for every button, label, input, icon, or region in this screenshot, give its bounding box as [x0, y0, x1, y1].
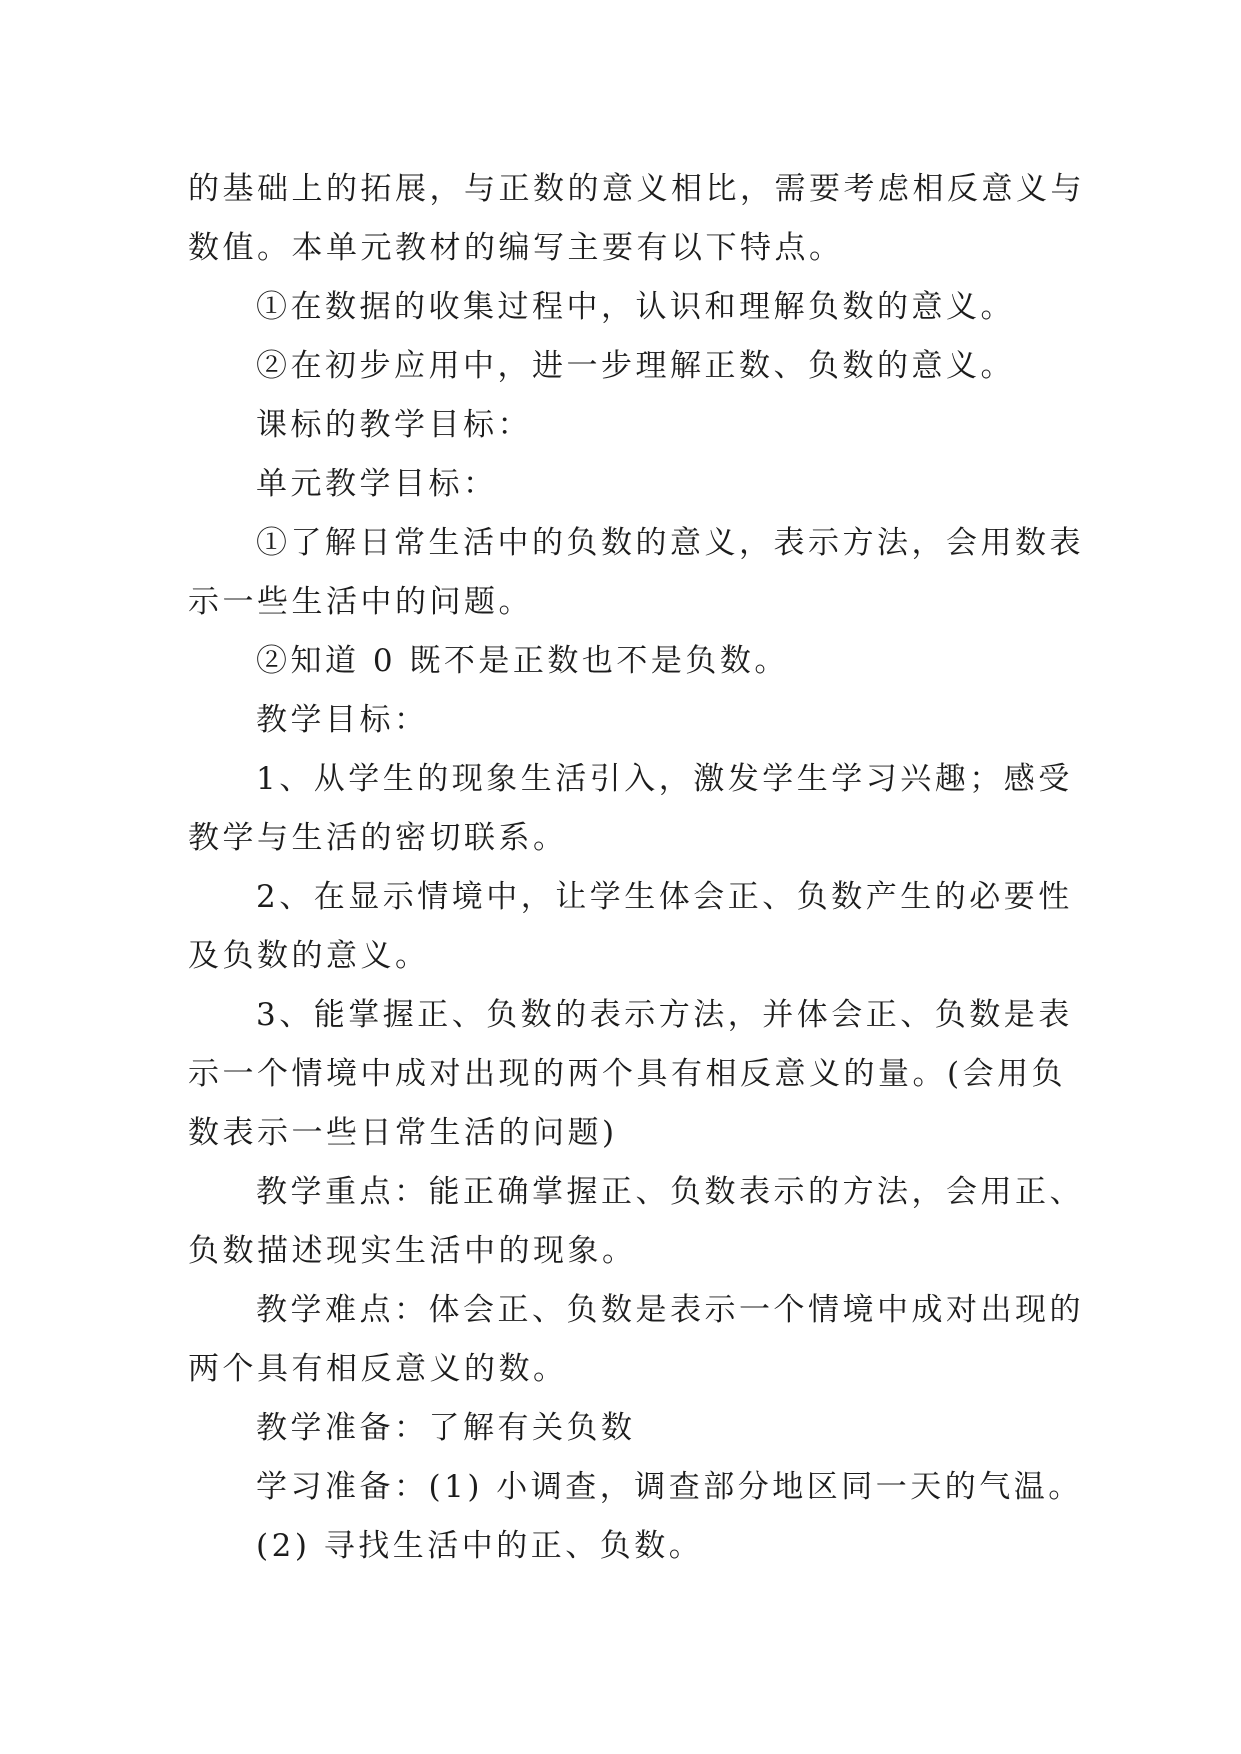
- paragraph-line-23: 学习准备：(1) 小调查，调查部分地区同一天的气温。: [256, 1469, 1083, 1505]
- paragraph-line-18: 教学重点：能正确掌握正、负数表示的方法，会用正、: [256, 1174, 1084, 1210]
- paragraph-line-21: 两个具有相反意义的数。: [188, 1351, 568, 1387]
- paragraph-line-11: 1、从学生的现象生活引入，激发学生学习兴趣；感受: [256, 761, 1073, 797]
- paragraph-line-7: ①了解日常生活中的负数的意义，表示方法，会用数表: [256, 525, 1084, 561]
- paragraph-line-2: 数值。本单元教材的编写主要有以下特点。: [188, 230, 844, 266]
- paragraph-line-12: 教学与生活的密切联系。: [188, 820, 568, 856]
- paragraph-line-8: 示一些生活中的问题。: [188, 584, 533, 620]
- paragraph-line-16: 示一个情境中成对出现的两个具有相反意义的量。(会用负: [188, 1056, 1067, 1092]
- paragraph-line-3: ①在数据的收集过程中，认识和理解负数的意义。: [256, 289, 1015, 325]
- paragraph-line-24: (2) 寻找生活中的正、负数。: [256, 1528, 704, 1564]
- paragraph-line-9: ②知道 0 既不是正数也不是负数。: [256, 643, 789, 679]
- paragraph-line-4: ②在初步应用中，进一步理解正数、负数的意义。: [256, 348, 1015, 384]
- document-body: [188, 160, 1085, 1576]
- paragraph-line-17: 数表示一些日常生活的问题): [188, 1115, 618, 1151]
- section-heading-curriculum-goals: 课标的教学目标：: [256, 407, 532, 443]
- paragraph-line-22: 教学准备：了解有关负数: [256, 1410, 636, 1446]
- paragraph-line-19: 负数描述现实生活中的现象。: [188, 1233, 637, 1269]
- paragraph-line-20: 教学难点：体会正、负数是表示一个情境中成对出现的: [256, 1292, 1084, 1328]
- paragraph-line-1: 的基础上的拓展，与正数的意义相比，需要考虑相反意义与: [188, 171, 1085, 207]
- section-heading-unit-goals: 单元教学目标：: [256, 466, 498, 502]
- paragraph-line-13: 2、在显示情境中，让学生体会正、负数产生的必要性: [256, 879, 1073, 915]
- paragraph-line-14: 及负数的意义。: [188, 938, 430, 974]
- paragraph-line-15: 3、能掌握正、负数的表示方法，并体会正、负数是表: [256, 997, 1073, 1033]
- section-heading-teaching-goals: 教学目标：: [256, 702, 429, 738]
